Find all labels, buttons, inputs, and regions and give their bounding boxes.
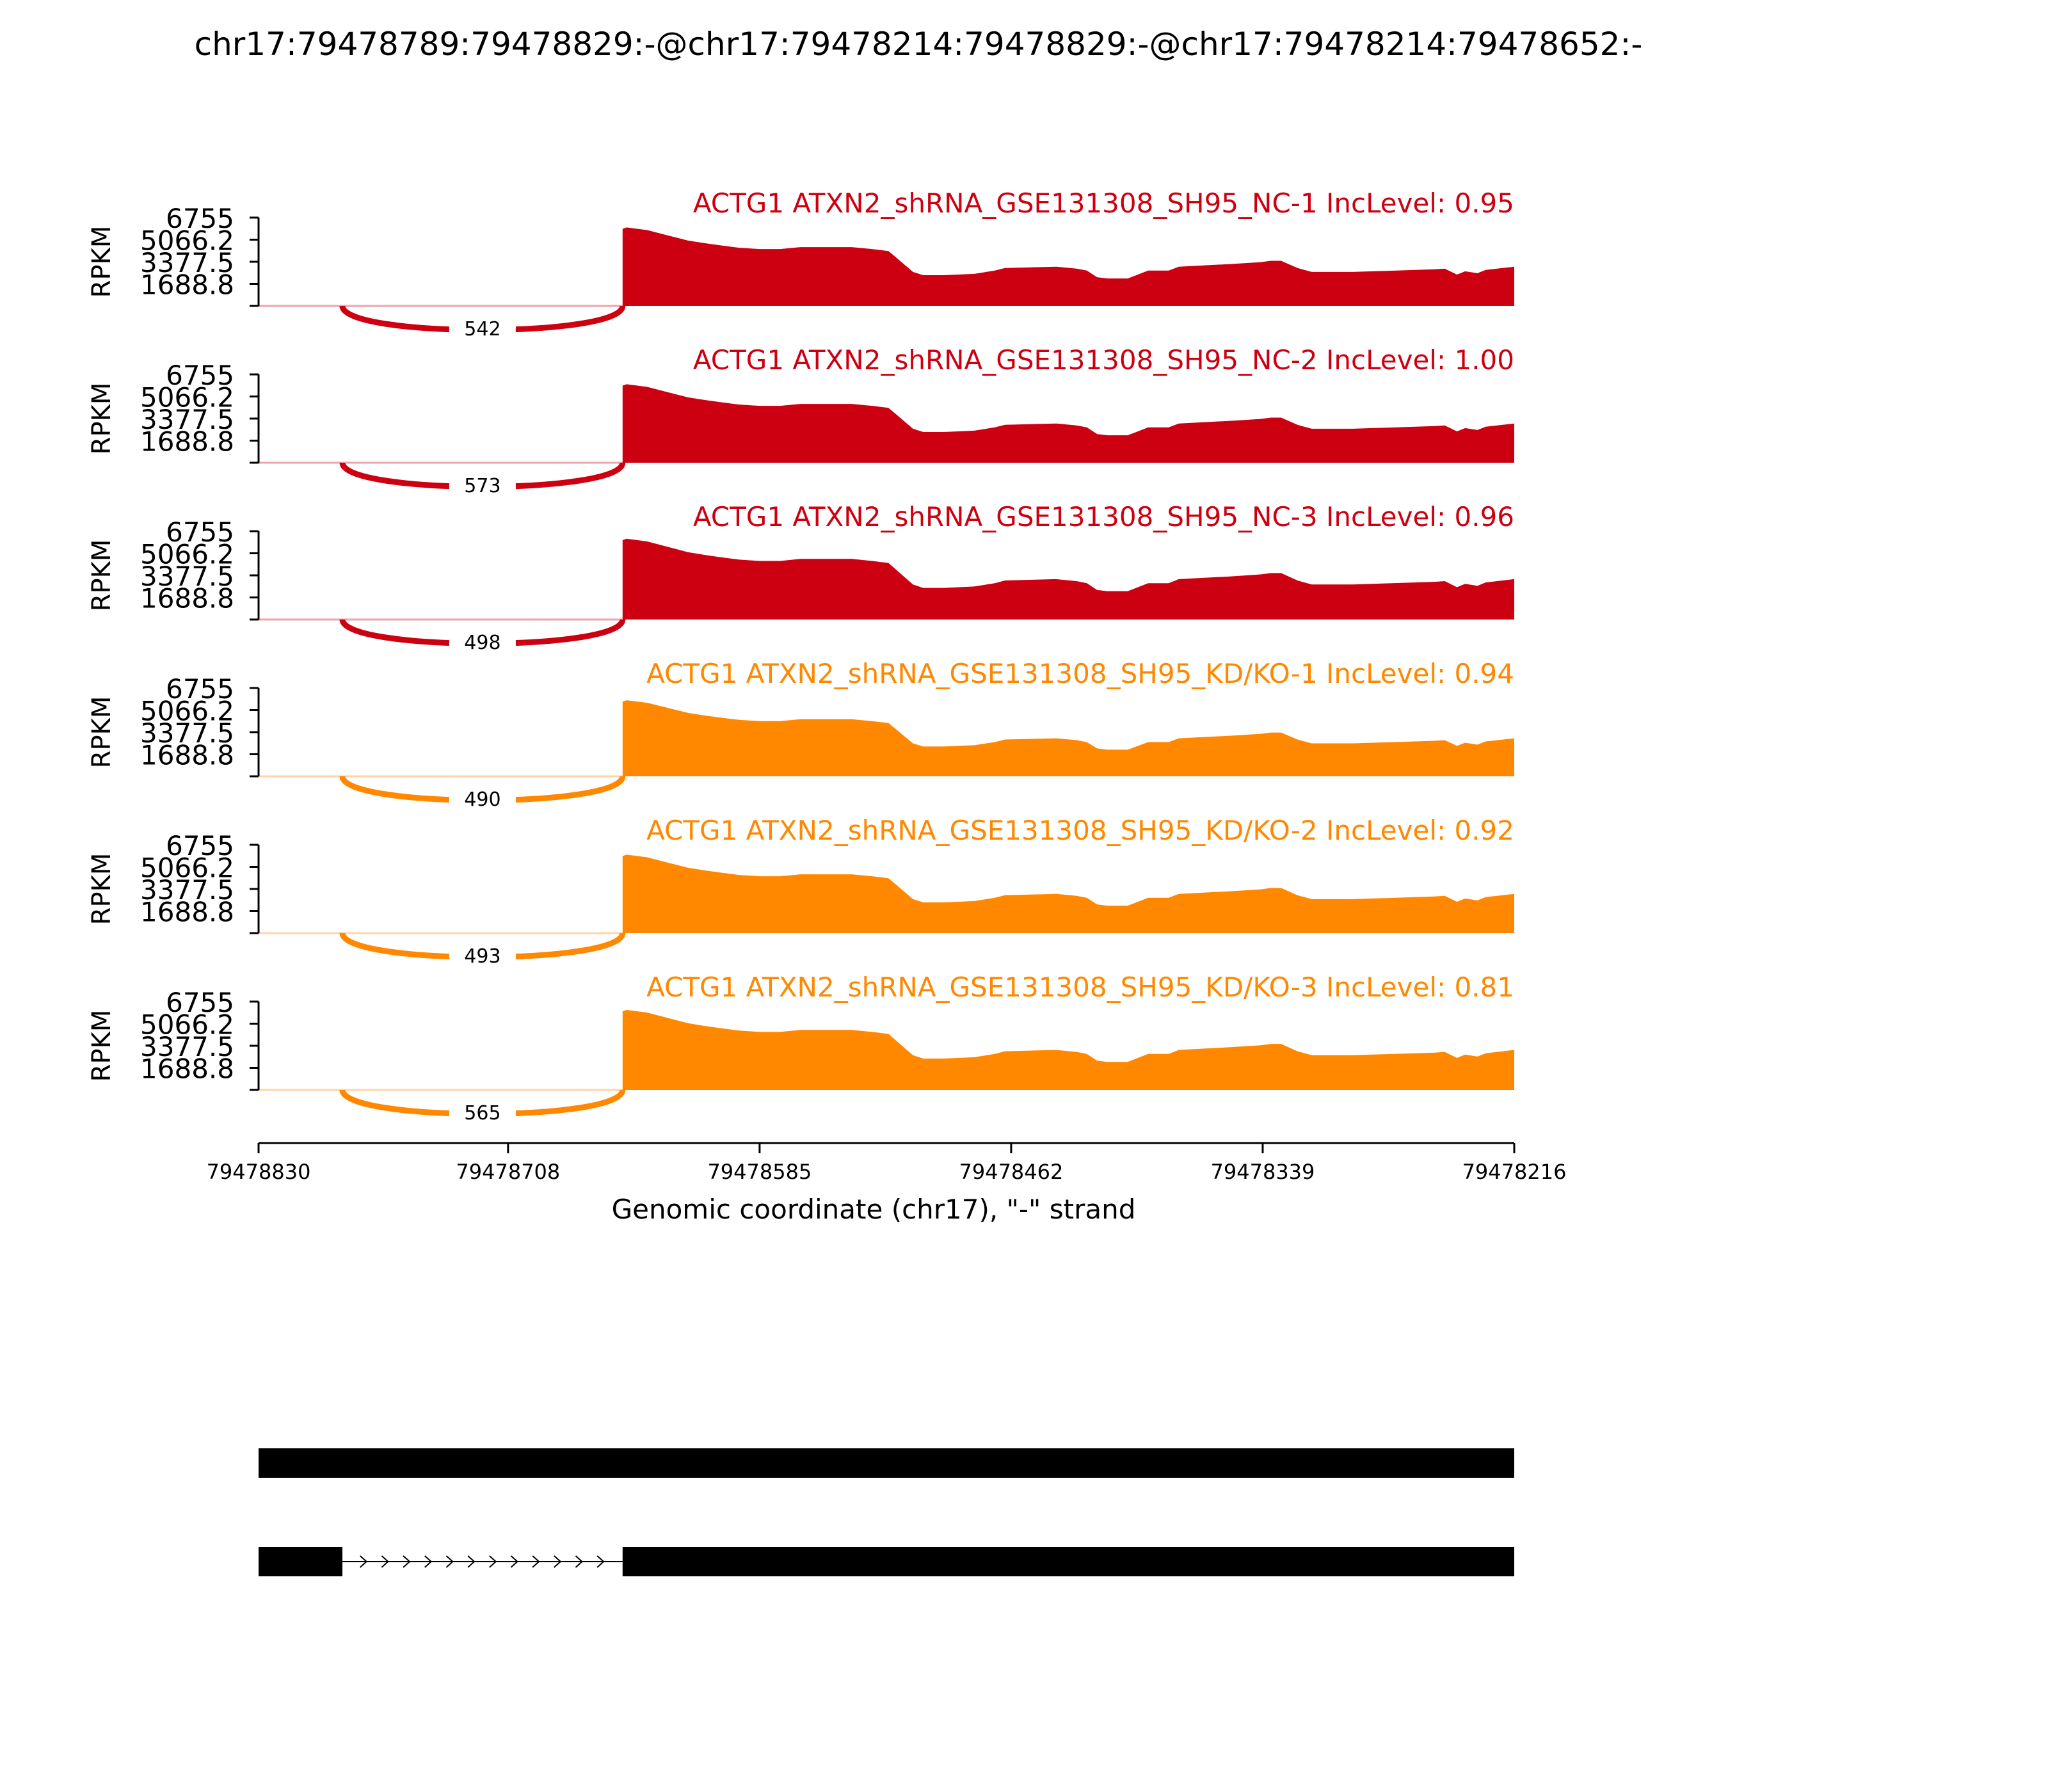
y-axis-label: RPKM [87, 852, 116, 925]
y-tick-label: 6755 [166, 360, 234, 391]
y-tick-label: 6755 [166, 987, 234, 1018]
sample-title: ACTG1 ATXN2_shRNA_GSE131308_SH95_KD/KO-3 IncLevel: 0.81 [646, 972, 1514, 1003]
y-tick-label: 1688.8 [140, 739, 234, 771]
y-tick-label: 3377.5 [140, 874, 234, 906]
x-tick-label: 79478708 [456, 1160, 561, 1184]
y-tick-label: 1688.8 [140, 426, 234, 458]
y-tick-label: 1688.8 [140, 269, 234, 301]
x-tick-label: 79478216 [1462, 1160, 1567, 1184]
y-tick-label: 3377.5 [140, 717, 234, 749]
y-tick-label: 5066.2 [140, 852, 234, 884]
x-tick-label: 79478830 [206, 1160, 311, 1184]
x-axis-label: Genomic coordinate (chr17), "-" strand [611, 1194, 1136, 1225]
junction-count: 490 [464, 788, 501, 811]
exon-block [259, 1547, 342, 1576]
y-tick-label: 5066.2 [140, 1009, 234, 1041]
x-tick-label: 79478339 [1210, 1160, 1315, 1184]
y-tick-label: 6755 [166, 203, 234, 234]
y-tick-label: 5066.2 [140, 695, 234, 727]
y-tick-label: 3377.5 [140, 561, 234, 592]
sample-title: ACTG1 ATXN2_shRNA_GSE131308_SH95_KD/KO-2 IncLevel: 0.92 [646, 815, 1514, 846]
y-tick-label: 3377.5 [140, 1031, 234, 1062]
y-tick-label: 1688.8 [140, 896, 234, 928]
junction-count: 498 [464, 632, 501, 654]
y-tick-label: 6755 [166, 673, 234, 705]
y-axis-label: RPKM [87, 1009, 116, 1082]
x-tick-label: 79478462 [959, 1160, 1064, 1184]
y-tick-label: 5066.2 [140, 225, 234, 257]
coverage-area [623, 539, 1514, 620]
coverage-area [623, 854, 1514, 933]
sample-title: ACTG1 ATXN2_shRNA_GSE131308_SH95_NC-1 IncLevel: 0.95 [692, 188, 1514, 219]
junction-count: 493 [464, 945, 501, 968]
coverage-area [623, 1010, 1514, 1090]
y-tick-label: 5066.2 [140, 538, 234, 570]
junction-count: 565 [464, 1102, 501, 1124]
y-tick-label: 6755 [166, 830, 234, 861]
sample-title: ACTG1 ATXN2_shRNA_GSE131308_SH95_KD/KO-1 IncLevel: 0.94 [646, 658, 1514, 689]
y-tick-label: 1688.8 [140, 1053, 234, 1085]
y-tick-label: 6755 [166, 516, 234, 548]
x-tick-label: 79478585 [707, 1160, 812, 1184]
figure-title: chr17:79478789:79478829:-@chr17:79478214:79478829:-@chr17:79478214:79478652:- [194, 26, 1643, 63]
exon-block [259, 1448, 1514, 1478]
sample-title: ACTG1 ATXN2_shRNA_GSE131308_SH95_NC-2 IncLevel: 1.00 [692, 344, 1514, 376]
coverage-area [623, 700, 1514, 776]
y-tick-label: 1688.8 [140, 582, 234, 614]
y-tick-label: 3377.5 [140, 404, 234, 435]
y-axis-label: RPKM [87, 696, 116, 769]
junction-count: 573 [464, 475, 501, 497]
exon-block [623, 1547, 1514, 1576]
y-axis-label: RPKM [87, 539, 116, 612]
y-axis-label: RPKM [87, 225, 116, 298]
sample-title: ACTG1 ATXN2_shRNA_GSE131308_SH95_NC-3 IncLevel: 0.96 [692, 501, 1514, 532]
y-tick-label: 3377.5 [140, 247, 234, 278]
coverage-area [623, 227, 1514, 306]
y-tick-label: 5066.2 [140, 381, 234, 413]
y-axis-label: RPKM [87, 382, 116, 455]
junction-count: 542 [464, 318, 501, 340]
coverage-area [623, 384, 1514, 463]
